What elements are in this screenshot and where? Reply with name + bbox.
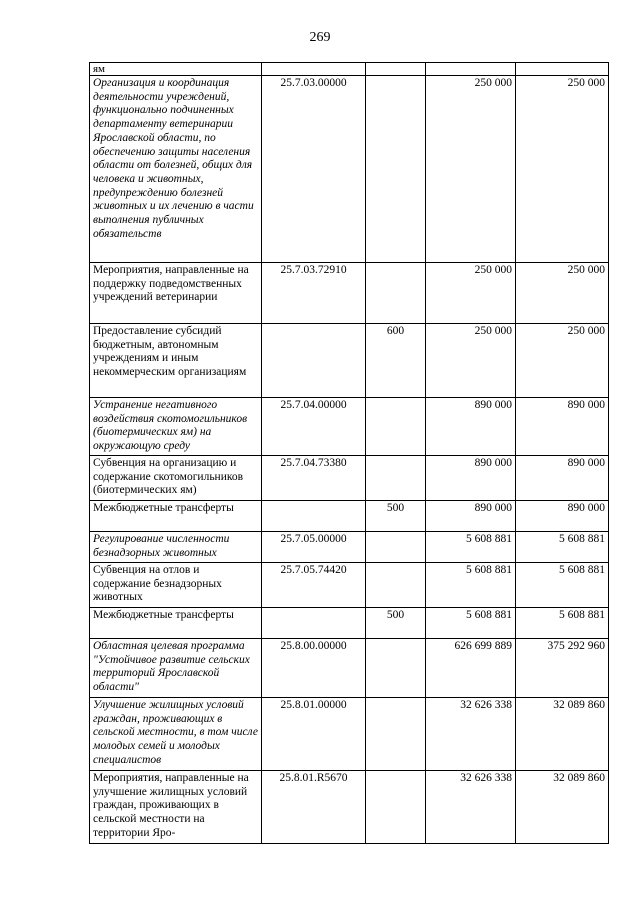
table-row [90,324,609,398]
row-amount-1: 5 608 881 [426,608,516,639]
table-row [90,63,609,76]
row-amount-2: 890 000 [516,398,609,456]
row-amount-1: 626 699 889 [426,639,516,698]
row-expense-type [366,639,426,698]
table-row [90,263,609,324]
row-expense-type [366,698,426,771]
table-row [90,456,609,501]
row-amount-1: 890 000 [426,398,516,456]
row-amount-2: 250 000 [516,76,609,263]
row-name: Организация и координация деятельности учреждений, функционально подчиненных департаменту ветеринарии Ярославской области, по обеспечению защиты населения области от болезней, общих для человека и животных, предупреждению болезней животных и их лечению в части выполнения публичных обязательств [90,76,262,263]
row-amount-2: 5 608 881 [516,563,609,608]
row-amount-2: 890 000 [516,456,609,501]
row-expense-type [366,398,426,456]
row-name: Областная целевая программа "Устойчивое развитие сельских территорий Ярославской области" [90,639,262,698]
row-code: 25.7.04.73380 [262,456,366,501]
table-row [90,501,609,532]
row-amount-1: 890 000 [426,501,516,532]
table-row [90,698,609,771]
row-code: 25.8.01.00000 [262,698,366,771]
row-amount-1: 250 000 [426,76,516,263]
row-expense-type [366,771,426,844]
table-row [90,76,609,263]
row-code: 25.7.03.72910 [262,263,366,324]
row-amount-1 [426,63,516,76]
row-expense-type [366,563,426,608]
row-expense-type [366,263,426,324]
row-amount-1: 32 626 338 [426,771,516,844]
row-code: 25.8.00.00000 [262,639,366,698]
row-name: Межбюджетные трансферты [90,501,262,532]
row-name: Устранение негативного воздействия скотомогильников (биотермических ям) на окружающую среду [90,398,262,456]
row-amount-2: 250 000 [516,324,609,398]
row-expense-type: 500 [366,501,426,532]
row-expense-type [366,456,426,501]
row-amount-1: 890 000 [426,456,516,501]
row-name: Субвенция на отлов и содержание безнадзорных животных [90,563,262,608]
page-number: 269 [309,30,331,45]
row-amount-2: 375 292 960 [516,639,609,698]
row-amount-2: 250 000 [516,263,609,324]
row-amount-2: 32 089 860 [516,698,609,771]
row-expense-type: 500 [366,608,426,639]
row-amount-2: 5 608 881 [516,608,609,639]
row-name: Субвенция на организацию и содержание скотомогильников (биотермических ям) [90,456,262,501]
row-code [262,501,366,532]
table-row [90,398,609,456]
row-code: 25.8.01.R5670 [262,771,366,844]
row-expense-type [366,76,426,263]
row-code [262,324,366,398]
row-code: 25.7.03.00000 [262,76,366,263]
row-amount-2 [516,63,609,76]
row-name: ям [90,63,262,76]
row-name: Регулирование численности безнадзорных животных [90,532,262,563]
table-row [90,639,609,698]
table-row [90,771,609,844]
row-expense-type: 600 [366,324,426,398]
row-amount-1: 32 626 338 [426,698,516,771]
row-amount-2: 890 000 [516,501,609,532]
row-name: Улучшение жилищных условий граждан, проживающих в сельской местности, в том числе молодых семей и молодых специалистов [90,698,262,771]
row-amount-1: 250 000 [426,324,516,398]
row-code [262,608,366,639]
row-code: 25.7.05.00000 [262,532,366,563]
row-amount-2: 5 608 881 [516,532,609,563]
budget-table [89,62,609,844]
row-amount-2: 32 089 860 [516,771,609,844]
row-expense-type [366,63,426,76]
row-code: 25.7.04.00000 [262,398,366,456]
row-name: Мероприятия, направленные на поддержку подведомственных учреждений ветеринарии [90,263,262,324]
table-row [90,532,609,563]
row-amount-1: 5 608 881 [426,563,516,608]
row-name: Предоставление субсидий бюджетным, автономным учреждениям и иным некоммерческим организациям [90,324,262,398]
row-code: 25.7.05.74420 [262,563,366,608]
row-expense-type [366,532,426,563]
table-row [90,608,609,639]
table-row [90,563,609,608]
row-name: Межбюджетные трансферты [90,608,262,639]
row-name: Мероприятия, направленные на улучшение жилищных условий граждан, проживающих в сельской местности на территории Яро- [90,771,262,844]
row-code [262,63,366,76]
row-amount-1: 250 000 [426,263,516,324]
row-amount-1: 5 608 881 [426,532,516,563]
